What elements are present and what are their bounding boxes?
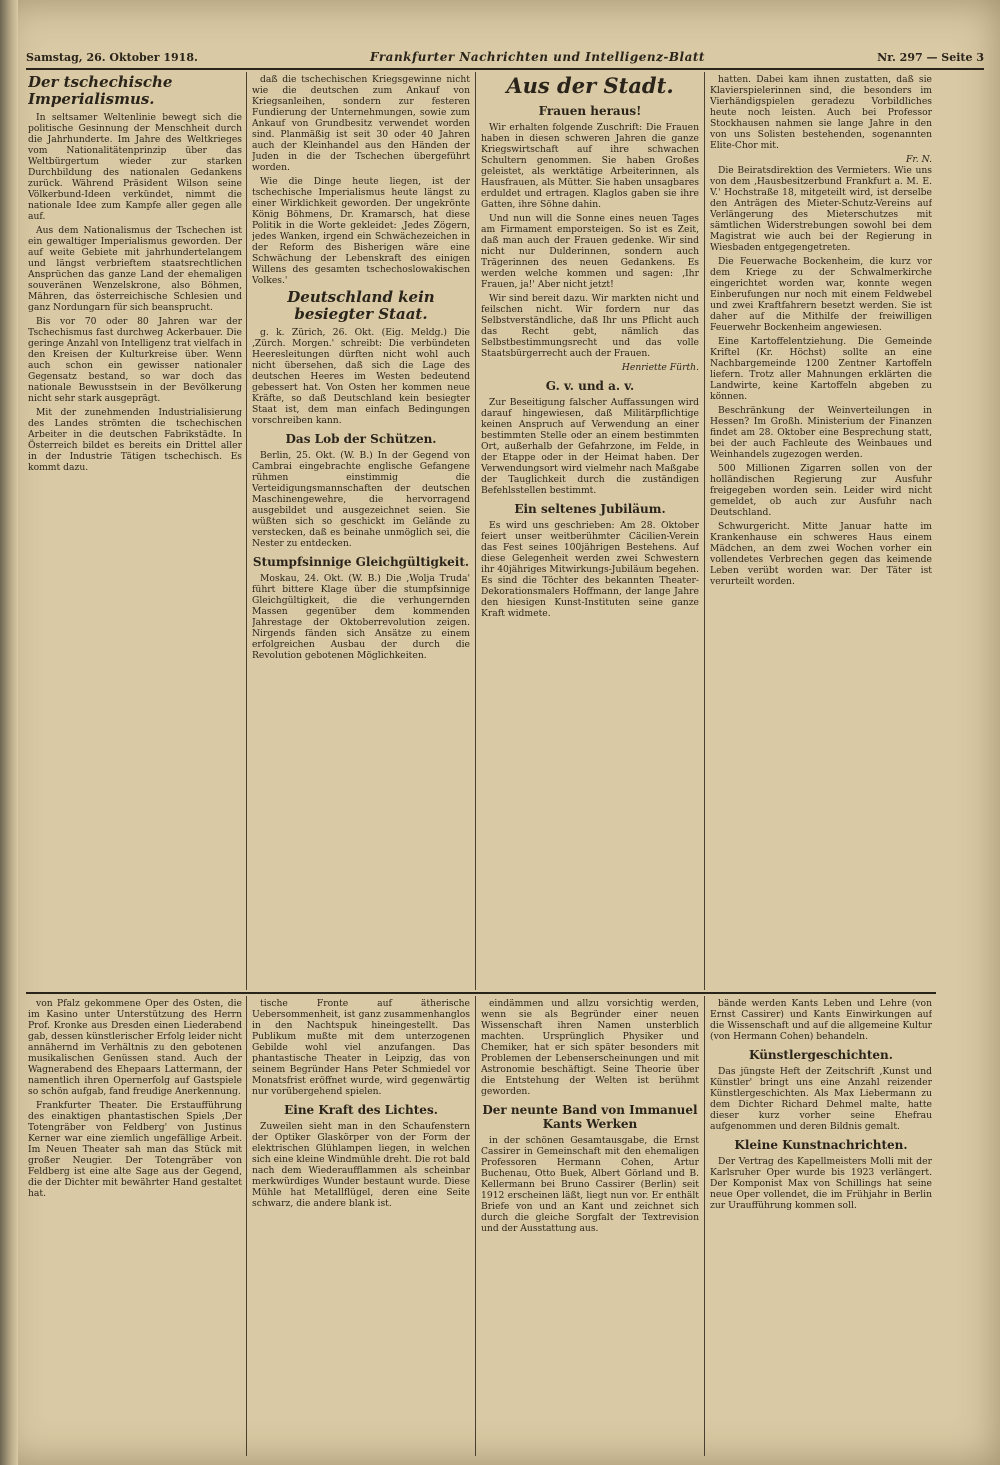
paragraph: 500 Millionen Zigarren sollen von der holländischen Regierung zur Ausfuhr freigegeben worden sein. Leider wird nicht gemeldet, ob auch zur Ausfuhr nach Deutschland. [710, 463, 932, 518]
lower-column-3 [481, 998, 699, 1453]
paragraph: Aus dem Nationalismus der Tschechen ist ein gewaltiger Imperialismus geworden. Der auf weite Gebiete mit jahrhundertelangem und längst verbrieftem staatsrechtlichen Ansprüchen das ganze Land der ehemaligen souveränen Wenzelskrone, also Böhmen, Mähren, das österreichische Schlesien und ganz Nordungarn für sich beansprucht. [28, 225, 242, 313]
paragraph: hatten. Dabei kam ihnen zustatten, daß sie Klavierspielerinnen sind, die besonders im Vierhändigspielen geradezu Vorbildliches heute noch leisten. Auch bei Professor Stockhausen nahmen sie lange Jahre in den von uns Solisten bestehenden, sogenannten Elite-Chor mit. [710, 74, 932, 151]
page-curl-shadow [0, 0, 18, 1465]
article-title-kunstnachrichten: Kleine Kunstnachrichten. [734, 1138, 908, 1152]
paragraph: Die Feuerwache Bockenheim, die kurz vor dem Kriege zu der Schwalmerkirche eingerichtet worden war, konnte wegen Einberufungen nur noch mit einem Feldwebel und zwei Kraftfahrern besetzt werden. Sie ist daher auf die Mithilfe der freiwilligen Feuerwehr Bockenheim angewiesen. [710, 256, 932, 333]
column-4 [710, 74, 932, 989]
paragraph: Wie die Dinge heute liegen, ist der tschechische Imperialismus heute längst zu einer Wirklichkeit geworden. Der ungekrönte König Böhmens, Dr. Kramarsch, hat diese Politik in die Worte gekleidet: ‚Jedes Zögern, jedes Wanken, irgend ein Schwächezeichen in der Reform des Bisherigen wäre eine Schwächung der Lebenskraft des einigen Willens des gesamten tschechoslowakischen Volkes.' [252, 176, 470, 286]
paragraph: daß die tschechischen Kriegsgewinne nicht wie die deutschen zum Ankauf von Kriegsanleihen, sondern zur festeren Fundierung der Unternehmungen, sowie zum Ankauf von Grundbesitz verwendet worden sind. Planmäßig ist seit 30 oder 40 Jahren auch der Kleinhandel aus den Händen der Juden in die der Tschechen übergeführt worden. [252, 74, 470, 173]
article-title-gleichgueltigkeit: Stumpfsinnige Gleichgültigkeit. [252, 555, 470, 569]
header-masthead: Frankfurter Nachrichten und Intelligenz-Blatt [370, 50, 705, 64]
article-title-imperialismus: Der tschechische Imperialismus. [28, 74, 173, 108]
column-divider [246, 72, 247, 990]
column-1 [28, 74, 242, 989]
article-title-deutschland: Deutschland kein besiegter Staat. [287, 288, 435, 323]
paragraph: eindämmen und allzu vorsichtig werden, wenn sie als Begründer einer neuen Wissenschaft ihren Namen unsterblich machten. Ursprünglich Physiker und Chemiker, hat er sich später besonders mit Problemen der Lebenserscheinungen und mit Astronomie beschäftigt. Seine Theorie über die Entstehung der Welten ist berühmt geworden. [481, 998, 699, 1097]
paragraph: Frankfurter Theater. Die Erstaufführung des einaktigen phantastischen Spiels ‚Der Totengräber von Feldberg' von Justinus Kerner war eine ziemlich ungefällige Arbeit. Im Neuen Theater sah man das Stück mit großer Neugier. Der Totengräber von Feldberg ist eine alte Sage aus der Gegend, die der Dichter mit bewährter Hand gestaltet hat. [28, 1100, 242, 1199]
paragraph: bände werden Kants Leben und Lehre (von Ernst Cassirer) und Kants Einwirkungen auf die Wissenschaft und auf die allgemeine Kultur (von Hermann Cohen) behandeln. [710, 998, 932, 1042]
article-title-gv-av: G. v. und a. v. [545, 379, 635, 393]
paragraph: In seltsamer Weltenlinie bewegt sich die politische Gesinnung der Menschheit durch die Jahrhunderte. Im Jahre des Weltkrieges vom Nationalitätenprinzip über das Weltbürgertum wieder zur starken Durchbildung des nationalen Gedankens zurück. Während Präsident Wilson seine Völkerbund-Ideen verkündet, nimmt die nationale Idee zum Kampfe aller gegen alle auf. [28, 112, 242, 222]
column-divider [704, 72, 705, 990]
article-title-kraft-des-lichtes: Eine Kraft des Lichtes. [284, 1103, 438, 1117]
paragraph: Der Vertrag des Kapellmeisters Molli mit der Karlsruher Oper wurde bis 1923 verlängert. Der Komponist Max von Schillings hat seine neue Oper vollendet, die im Frühjahr in Berlin zur Uraufführung kommen soll. [710, 1156, 932, 1211]
paragraph: Wir erhalten folgende Zuschrift: Die Frauen haben in diesen schweren Jahren die ganze Kriegswirtschaft auf ihre schwachen Schultern genommen. Sie haben Großes geleistet, als werktätige Arbeiterinnen, als Hausfrauen, als Mütter. Sie haben unsagbares erduldet und ertragen. Klaglos gaben sie ihre Gatten, ihre Söhne dahin. [481, 122, 699, 210]
lower-column-1 [28, 998, 242, 1453]
paragraph: von Pfalz gekommene Oper des Osten, die im Kasino unter Unterstützung des Herrn Prof. Kronke aus Dresden einen Liederabend gab, dessen künstlerischer Erfolg leider nicht annähernd im Verhältnis zu den gebotenen musikalischen Genüssen stand. Auch der Wagnerabend des Ehepaars Lattermann, der namentlich ihren Opernerfolg auf Gastspiele so schön aufgab, fand freudige Anerkennung. [28, 998, 242, 1097]
header-issue: Nr. 297 — Seite 3 [877, 51, 984, 64]
signature: Fr. N. [906, 154, 932, 165]
feuilleton-rule [26, 992, 936, 994]
paragraph: Es wird uns geschrieben: Am 28. Oktober feiert unser weitberühmter Cäcilien-Verein das Fest seines 100jährigen Bestehens. Auf diese Gelegenheit werden zwei Schwestern ihr 40jähriges Mitwirkungs-Jubiläum begehen. Es sind die Töchter des bekannten Theater-Dekorationsmalers Hoffmann, der lange Jahre den hiesigen Kunst-Instituten seine ganze Kraft widmete. [481, 520, 699, 619]
paragraph: Zuweilen sieht man in den Schaufenstern der Optiker Glaskörper von der Form der elektrischen Glühlampen liegen, in welchen sich eine kleine Windmühle dreht. Die rot bald nach dem Wiederaufflammen als scheinbar merkwürdiges Wunder bestaunt wurde. Diese Mühle hat Metallflügel, deren eine Seite schwarz, die andere blank ist. [252, 1121, 470, 1209]
article-title-kuenstlergeschichten: Künstlergeschichten. [749, 1048, 893, 1062]
article-title-frauen: Frauen heraus! [538, 104, 642, 118]
paragraph: Zur Beseitigung falscher Auffassungen wird darauf hingewiesen, daß Militärpflichtige keinen Anspruch auf Verwendung an einer bestimmten Stelle oder an einem bestimmten Ort, außerhalb der Gefahrzone, im Felde, in der Etappe oder in der Heimat haben. Der Verwendungsort wird vielmehr nach Maßgabe der Tauglichkeit durch die zuständigen Befehlsstellen bestimmt. [481, 397, 699, 496]
column-divider [704, 996, 705, 1456]
paragraph: Bis vor 70 oder 80 Jahren war der Tschechismus fast durchweg Ackerbauer. Die geringe Anzahl von Intelligenz trat vielfach in den Kreisen der Kulturkreise über. Wenn auch schon ein gewisser nationaler Gegensatz bestand, so war doch das nationale Bewusstsein in der Bevölkerung nicht sehr stark ausgeprägt. [28, 316, 242, 404]
article-title-kant: Der neunte Band von Immanuel Kants Werken [482, 1103, 698, 1131]
paragraph: Schwurgericht. Mitte Januar hatte im Krankenhause ein schweres Haus einem Mädchen, an dem zwei Wochen vorher ein vollendetes Verbrechen gegen das keimende Leben verübt worden war. Der Täter ist verurteilt worden. [710, 521, 932, 587]
paragraph: in der schönen Gesamtausgabe, die Ernst Cassirer in Gemeinschaft mit den ehemaligen Professoren Hermann Cohen, Artur Buchenau, Otto Buek, Albert Görland und B. Kellermann bei Bruno Cassirer (Berlin) seit 1912 erscheinen läßt, liegt nun vor. Er enthält Briefe von und an Kant und zeichnet sich durch die gleiche Sorgfalt der Textrevision und der Ausstattung aus. [481, 1135, 699, 1234]
paragraph: Eine Kartoffelentziehung. Die Gemeinde Kriftel (Kr. Höchst) sollte an eine Nachbargemeinde 1200 Zentner Kartoffeln liefern. Trotz aller Mahnungen erklärten die Landwirte, keine Kartoffeln abgeben zu können. [710, 336, 932, 402]
paragraph: Wir sind bereit dazu. Wir markten nicht und feilschen nicht. Wir fordern nur das Selbstverständliche, daß Ihr uns Pflicht auch das Recht gebt, nämlich das Selbstbestimmungsrecht und das volle Staatsbürgerrecht auch der Frauen. [481, 293, 699, 359]
paragraph: Mit der zunehmenden Industrialisierung des Landes strömten die tschechischen Arbeiter in die deutschen Fabrikstädte. In Österreich bildet es bereits ein Drittel aller in der Industrie Tätigen tschechisch. Es kommt dazu. [28, 407, 242, 473]
header-rule [26, 68, 984, 70]
lower-column-2 [252, 998, 470, 1453]
column-divider [246, 996, 247, 1456]
page-header [26, 44, 984, 64]
section-title-stadt: Aus der Stadt. [506, 74, 674, 98]
column-divider [475, 72, 476, 990]
article-title-jubilaeum: Ein seltenes Jubiläum. [514, 502, 666, 516]
paragraph: Die Beiratsdirektion des Vermieters. Wie uns von dem ‚Hausbesitzerbund Frankfurt a. M. E. V.' Hochstraße 18, mitgeteilt wird, ist derselbe den Anträgen des Mieter-Schutz-Vereins auf Verlängerung des Mieterschutzes mit sämtlichen Widerstrebungen sowohl bei dem Magistrat wie auch bei der Regierung in Wiesbaden entgegengetreten. [710, 165, 932, 253]
paragraph: Das jüngste Heft der Zeitschrift ‚Kunst und Künstler' bringt uns eine Anzahl reizender Künstlergeschichten. Als Max Liebermann zu dem Dichter Richard Dehmel malte, hatte dieser kurz vorher seine Ehefrau aufgenommen und deren Bildnis gemalt. [710, 1066, 932, 1132]
signature: Henriette Fürth. [621, 362, 699, 373]
lower-column-4 [710, 998, 932, 1453]
column-2 [252, 74, 470, 989]
paragraph: Und nun will die Sonne eines neuen Tages am Firmament emporsteigen. So ist es Zeit, daß man auch der Frauen gedenke. Wir sind nicht nur Dulderinnen, sondern auch Trägerinnen des neuen Gedankens. Es werden welche kommen und sagen: ‚Ihr Frauen, ja!' Aber nicht jetzt! [481, 213, 699, 290]
column-divider [475, 996, 476, 1456]
paragraph: tische Fronte auf ätherische Uebersommenheit, ist ganz zusammenhanglos in den Nachtspuk hineingestellt. Das Publikum mußte mit dem unterzogenen Gebilde wohl viel anzufangen. Das phantastische Theater in Leipzig, das von seinem Begründer Hans Peter Schmiedel vor Monatsfrist eröffnet wurde, wird gegenwärtig nur vorübergehend spielen. [252, 998, 470, 1097]
header-date: Samstag, 26. Oktober 1918. [26, 51, 198, 64]
article-title-schuetzen: Das Lob der Schützen. [285, 432, 437, 446]
paragraph: Beschränkung der Weinverteilungen in Hessen? Im Großh. Ministerium der Finanzen findet am 28. Oktober eine Besprechung statt, bei der auch Fachleute des Weinbaues und Weinhandels zugezogen werden. [710, 405, 932, 460]
paragraph: Berlin, 25. Okt. (W. B.) In der Gegend von Cambrai eingebrachte englische Gefangene rühmen einstimmig die Verteidigungsmannschaften der deutschen Maschinengewehre, die hervorragend ausgebildet und ausgezeichnet seien. Sie wüßten sich so geschickt im Gelände zu verstecken, daß es beinahe unmöglich sei, die Nester zu entdecken. [252, 450, 470, 549]
paragraph: Moskau, 24. Okt. (W. B.) Die ‚Wolja Truda' führt bittere Klage über die stumpfsinnige Gleichgültigkeit, die die verhungernden Massen gegenüber dem kommenden Jahrestage der Oktoberrevolution zeigen. Nirgends fänden sich Ansätze zu einem erfolgreichen Ausbau der durch die Revolution gebotenen Möglichkeiten. [252, 573, 470, 661]
column-3 [481, 74, 699, 989]
paragraph: g. k. Zürich, 26. Okt. (Eig. Meldg.) Die ‚Zürch. Morgen.' schreibt: Die verbündeten Heeresleitungen dürften nicht wohl auch nicht übersehen, daß sich die Lage des deutschen Heeres im Westen bedeutend gebessert hat. Von Osten her kommen neue Kräfte, so daß Deutschland kein besiegter Staat ist, dem man einfach Bedingungen vorschreiben kann. [252, 327, 470, 426]
